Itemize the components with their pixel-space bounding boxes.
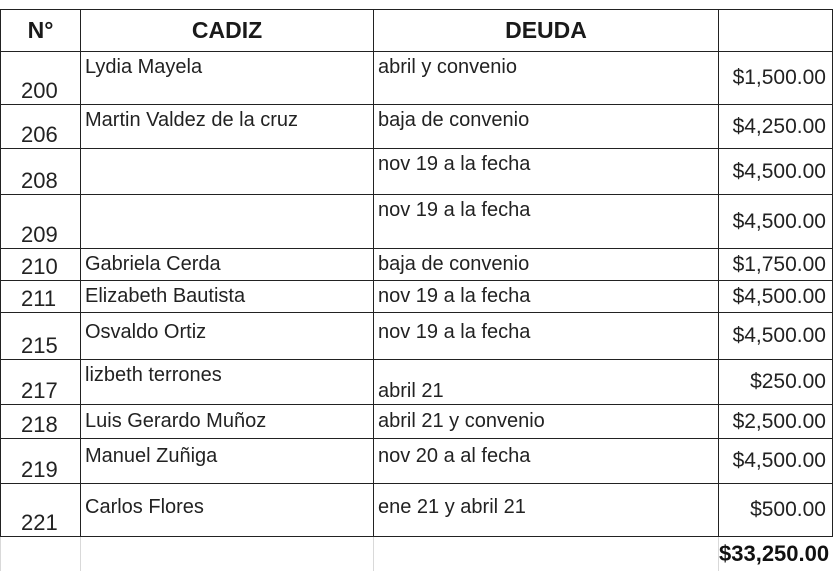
cell-name[interactable]: Manuel Zuñiga xyxy=(81,439,374,484)
cell-number[interactable]: 200 xyxy=(1,52,81,105)
cell-amount[interactable]: $2,500.00 xyxy=(719,405,833,439)
cell-name[interactable]: Elizabeth Bautista xyxy=(81,281,374,313)
cell-number[interactable]: 217 xyxy=(1,360,81,405)
cell-name[interactable]: Martin Valdez de la cruz xyxy=(81,105,374,149)
table-row xyxy=(1,405,833,439)
empty-cell[interactable] xyxy=(1,537,81,571)
cell-debt[interactable]: abril 21 y convenio xyxy=(374,405,719,439)
table-row xyxy=(1,281,833,313)
cell-name[interactable]: lizbeth terrones xyxy=(81,360,374,405)
header-number[interactable]: N° xyxy=(1,10,81,52)
header-row xyxy=(1,10,833,52)
cell-number[interactable]: 211 xyxy=(1,281,81,313)
cell-number[interactable]: 209 xyxy=(1,195,81,249)
cell-number[interactable]: 215 xyxy=(1,313,81,360)
cell-debt[interactable]: nov 19 a la fecha xyxy=(374,313,719,360)
cell-amount[interactable]: $4,500.00 xyxy=(719,195,833,249)
cell-number[interactable]: 221 xyxy=(1,484,81,537)
cell-number[interactable]: 208 xyxy=(1,149,81,195)
cell-name[interactable]: Luis Gerardo Muñoz xyxy=(81,405,374,439)
cell-debt[interactable]: abril y convenio xyxy=(374,52,719,105)
cell-debt[interactable]: baja de convenio xyxy=(374,105,719,149)
table-row xyxy=(1,313,833,360)
empty-cell[interactable] xyxy=(374,537,719,571)
cell-amount[interactable]: $500.00 xyxy=(719,484,833,537)
table-row xyxy=(1,439,833,484)
cell-debt[interactable]: nov 19 a la fecha xyxy=(374,149,719,195)
cell-amount[interactable]: $4,500.00 xyxy=(719,281,833,313)
cell-name[interactable] xyxy=(81,149,374,195)
cell-name[interactable] xyxy=(81,195,374,249)
cell-debt[interactable]: baja de convenio xyxy=(374,249,719,281)
cell-debt[interactable]: nov 19 a la fecha xyxy=(374,281,719,313)
cell-name[interactable]: Lydia Mayela xyxy=(81,52,374,105)
total-amount[interactable]: $33,250.00 xyxy=(719,540,830,566)
cell-amount[interactable]: $1,500.00 xyxy=(719,52,833,105)
cell-debt[interactable]: nov 20 a al fecha xyxy=(374,439,719,484)
empty-cell[interactable] xyxy=(81,537,374,571)
cell-name[interactable]: Carlos Flores xyxy=(81,484,374,537)
header-amount[interactable] xyxy=(719,10,833,52)
debt-table xyxy=(0,9,833,571)
cell-number[interactable]: 210 xyxy=(1,249,81,281)
cell-amount[interactable]: $4,500.00 xyxy=(719,149,833,195)
cell-number[interactable]: 218 xyxy=(1,405,81,439)
cell-amount[interactable]: $4,500.00 xyxy=(719,439,833,484)
table-row xyxy=(1,484,833,537)
cell-amount[interactable]: $4,250.00 xyxy=(719,105,833,149)
cell-number[interactable]: 206 xyxy=(1,105,81,149)
cell-amount[interactable]: $1,750.00 xyxy=(719,249,833,281)
cell-amount[interactable]: $4,500.00 xyxy=(719,313,833,360)
table-row xyxy=(1,149,833,195)
table-row xyxy=(1,195,833,249)
header-debt[interactable]: DEUDA xyxy=(374,10,719,52)
table-row xyxy=(1,52,833,105)
cell-debt[interactable]: ene 21 y abril 21 xyxy=(374,484,719,537)
cell-amount[interactable]: $250.00 xyxy=(719,360,833,405)
cell-debt[interactable]: nov 19 a la fecha xyxy=(374,195,719,249)
cell-debt[interactable]: abril 21 xyxy=(374,360,719,405)
total-row xyxy=(1,537,833,571)
header-name[interactable]: CADIZ xyxy=(81,10,374,52)
table-row xyxy=(1,360,833,405)
table-row xyxy=(1,105,833,149)
cell-name[interactable]: Osvaldo Ortiz xyxy=(81,313,374,360)
cell-number[interactable]: 219 xyxy=(1,439,81,484)
table-row xyxy=(1,249,833,281)
cell-name[interactable]: Gabriela Cerda xyxy=(81,249,374,281)
